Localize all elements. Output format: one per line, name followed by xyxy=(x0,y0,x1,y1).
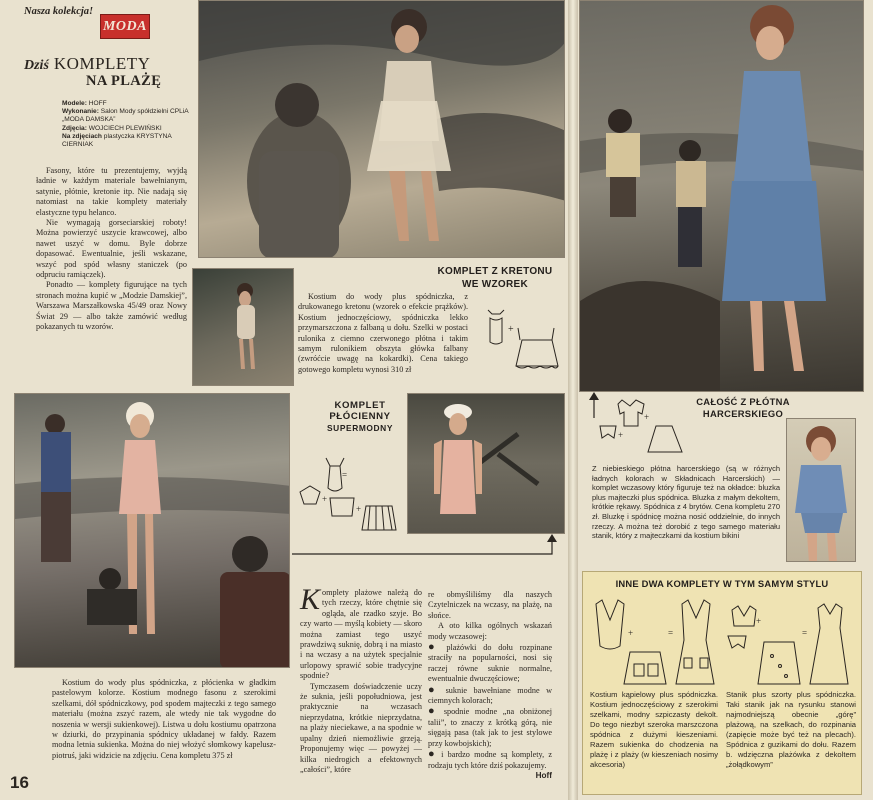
credits-photos: WOJCIECH PLEWIŃSKI xyxy=(88,124,162,132)
title-line1: KOMPLETY xyxy=(53,54,151,73)
credits-plastic-label: Na zdjęciach xyxy=(62,132,102,140)
inne-heading: INNE DWA KOMPLETY W TYM SAMYM STYLU xyxy=(615,578,829,589)
ploc-heading-line1: KOMPLET xyxy=(334,400,386,411)
main-text-col1: omplety plażowe należą do tych rzeczy, które chętnie się ogląda, ale rzadko szyje. Bo czy warto — myślą kobiety — skoro można zamiast tego uszyć prawdziwą suknię, dobrą i na miasto i na wczasy a na użytek specjalnie urlopowy sprawić sobie tradycyjne spodnie? xyxy=(300,588,422,681)
kreton-text: Kostium do wody plus spódniczka, z drukowanego kretonu (wzorek o efekcie prążków). Kostium jednoczęściowy, spódniczka lekko przymarszczona z falbaną u dołu. Szelki w postaci rulonika z ciemno czerwonego płótna i takim samym rulonikiem obszyta główka falbany (zwróćcie uwagę na kokardki). Cena takiego gotowego kompletu wynosi 310 zł xyxy=(298,292,468,374)
svg-text:=: = xyxy=(802,628,808,638)
bullet-3-text: spodnie modne „na obniżonej talii”, to znaczy z krótką górą, nie sięgają pasa (tak jak to jest stylowe przy kowbojskich); xyxy=(428,707,553,748)
intro-text xyxy=(36,166,187,333)
harcerski-heading-line1: CAŁOŚĆ Z PŁÓTNA xyxy=(696,396,790,407)
ploc-arrow xyxy=(292,534,560,558)
main-text-col2b: A oto kilka ogólnych wskazań mody wczasowej: xyxy=(428,621,552,641)
intro-p1: Fasony, które tu prezentujemy, wyjdą ładnie w każdym materiale bawełnianym, satynie, płótnie, kretonie itp. Nie nadają się natomiast na takie komplety materiały elastyczne typu helanco. xyxy=(36,166,187,217)
signature: Hoff xyxy=(535,770,552,780)
inne-text-right: Stanik plus szorty plus spódniczka. Taki stanik jak na rysunku stanowi najmodniejszą obecnie „górę” plażową, na szelkach, do rozpinania (zapięcie może być też na plecach). Spódnica z guzikami do dołu. Razem b. wdzięczna plażówka z dekoltem „żołądkowym” xyxy=(726,690,856,769)
harcerski-arrow-svg xyxy=(584,390,604,420)
photo-harcerski-portrait xyxy=(786,418,856,562)
harcerski-text: Z niebieskiego płótna harcerskiego (są w różnych ładnych kolorach w Składnicach Harcerskich) — komplet wczasowy który figuruje też na okładce: bluzka plus majteczki plus spódnica. Bluzka z małym dekoltem, krótkie rękawy. Spódnica z 4 brytów. Cena kompletu 270 zł. Bluzkę i spódnicę można nosić oddzielnie, do innych rzeczy. A można też dorobić z tego samego materiału stanik, który z majteczkami da kostium bikini xyxy=(592,464,780,541)
ploc-text: Kostium do wody plus spódniczka, z płócienka w gładkim pastelowym kolorze. Kostium modnego fasonu z szerokimi szelkami, dół spódniczkowy, pod spodem majteczki z tego samego materiału (można zszyć razem, ale wtedy nie tak wygodne do noszenia w wersji sukienkowej). Listwa u dołu kostiumu opatrzona w dziurki, do przypinania spódnicy układanej w fałdy. Razem modna letnia sukienka. Można do niej włożyć słomkowy kapelusz-piotruś, jaki widzicie na zdjęciu. Cena kompletu 375 zł xyxy=(52,678,276,760)
page-title xyxy=(24,54,194,90)
inne-sketch-right xyxy=(724,596,858,688)
dropcap: K xyxy=(300,583,321,616)
ploc-sketch xyxy=(296,452,398,534)
title-lead: Dziś xyxy=(24,58,49,73)
harcerski-sketch-svg xyxy=(596,396,692,454)
photo-harcerski-beach xyxy=(579,0,864,392)
moda-logo-text: MODA xyxy=(102,18,147,34)
kreton-heading-line2: WE WZOREK xyxy=(461,278,529,290)
harcerski-sketch xyxy=(596,396,692,454)
svg-text:+: + xyxy=(628,628,634,638)
svg-text:+: + xyxy=(322,494,328,504)
photo-harcerski-beach-art xyxy=(580,1,864,392)
bullet-dot: ● xyxy=(428,748,437,761)
series-kicker: Nasza kolekcja! xyxy=(24,6,94,17)
main-text-col1b: Tymczasem doświadczenie uczy że suknia, jeśli popołudniowa, jest praktycznie na wczasach nieprzydatna, krótkie nieprzydatna, na plaży nieciekawe, a na spodnie w upalny dzień niemożliwie grzeją. Proponujemy więc — powyżej — kilka niedrogich a efektownych „całości”, które xyxy=(300,681,422,774)
inne-sketch-left xyxy=(590,596,720,688)
photo-kreton-small xyxy=(192,268,294,386)
photo-kreton-couple xyxy=(198,0,565,258)
photo-kreton-small-art xyxy=(193,269,294,386)
harcerski-heading-line2: HARCERSKIEGO xyxy=(702,407,784,419)
svg-text:=: = xyxy=(668,628,674,638)
svg-text:+: + xyxy=(508,324,514,335)
kreton-heading-line1: KOMPLET Z KRETONU xyxy=(437,266,553,277)
moda-logo xyxy=(100,14,150,39)
credits-plastic: plastyczka KRYSTYNA CIERNIAK xyxy=(62,132,172,149)
ploc-sketch-svg xyxy=(296,452,398,534)
intro-p3: Ponadto — komplety figurujące na tych stronach można kupić w „Modzie Damskiej”, Warszawa Marszałkowska 45/49 oraz Nowy Świat 29 — albo także zamówić według pokazanych tu wzorów. xyxy=(36,280,187,332)
main-text-p1 xyxy=(300,583,422,682)
credits-made: Salon Mody spółdzielni CPLiA „MODA DAMSKA” xyxy=(62,108,189,124)
photo-kreton-couple-art xyxy=(199,1,565,258)
page-gutter xyxy=(568,0,578,800)
bullet-dot: ● xyxy=(428,705,439,718)
main-text-col1 xyxy=(300,583,422,775)
svg-text:=: = xyxy=(342,470,348,480)
ploc-arrow-svg xyxy=(292,534,560,558)
bullet-4-text: i bardzo modne są komplety, z rodzaju tych które dziś pokazujemy. xyxy=(428,750,553,770)
inne-sketch-right-svg xyxy=(724,596,858,688)
main-text-col2 xyxy=(428,590,552,781)
harcerski-arrow xyxy=(584,390,604,420)
kreton-sketch-svg xyxy=(478,300,564,378)
ploc-heading xyxy=(320,400,400,434)
title-line2: NA PLAŻĘ xyxy=(86,73,162,89)
credits-photos-label: Zdjęcia: xyxy=(62,124,87,132)
svg-text:+: + xyxy=(756,616,762,626)
credits-models-label: Modele: xyxy=(62,100,87,107)
svg-text:+: + xyxy=(618,430,624,440)
credits xyxy=(62,100,190,149)
inne-sketch-left-svg xyxy=(590,596,720,688)
bullet-dot: ● xyxy=(428,683,440,696)
svg-text:+: + xyxy=(356,504,362,514)
photo-harcerski-portrait-art xyxy=(787,419,856,562)
bullet-2-text: suknie bawełniane modne w ciemnych kolorach; xyxy=(428,685,552,706)
photo-ploc-portrait-art xyxy=(408,394,565,534)
photo-ploc-portrait xyxy=(407,393,565,534)
page-number: 16 xyxy=(10,773,29,792)
main-text-col2a: re obmyśliliśmy dla naszych Czytelniczek na wczasy, na plażę, na słońce. xyxy=(428,590,552,620)
bullet-1 xyxy=(428,642,552,685)
bullet-1-text: plażówki do dołu rozpinane straciły na popularności, nosi się raczej równe suknie normalne, ewentualnie dwuczęściowe; xyxy=(428,643,552,684)
kreton-heading xyxy=(430,266,560,291)
bullet-3 xyxy=(428,706,552,749)
photo-ploc-beach-art xyxy=(15,394,290,668)
bullet-dot: ● xyxy=(428,641,440,654)
ploc-heading-line3: SUPERMODNY xyxy=(326,422,394,433)
inne-text-left: Kostium kąpielowy plus spódniczka. Kostium jednoczęściowy z szerokimi szelkami, modny szpiczasty dekolt. Do tego niezbyt szeroka marszczona spódnica z dużymi kieszeniami. Razem sukienka do chodzenia na plażę i z plaży (w kieszeniach nosimy akcesoria) xyxy=(590,690,718,769)
harcerski-heading xyxy=(688,396,798,419)
intro-p2: Nie wymagają gorseciarskiej roboty! Można powierzyć uszycie krawcowej, albo nawet uszyć w domu. Byle dobrze dopasować. Ewentualnie, jeśli wskazane, wszyć pod spód własny staniczek (po odpruciu ramiączek). xyxy=(36,218,187,280)
svg-text:+: + xyxy=(644,412,650,422)
photo-ploc-beach xyxy=(14,393,290,668)
bullet-2 xyxy=(428,685,552,707)
ploc-heading-line2: PŁÓCIENNY xyxy=(329,411,391,423)
credits-models: HOFF xyxy=(88,100,107,107)
bullet-4 xyxy=(428,748,553,780)
credits-made-label: Wykonanie: xyxy=(62,108,99,116)
kreton-sketch xyxy=(478,300,564,378)
